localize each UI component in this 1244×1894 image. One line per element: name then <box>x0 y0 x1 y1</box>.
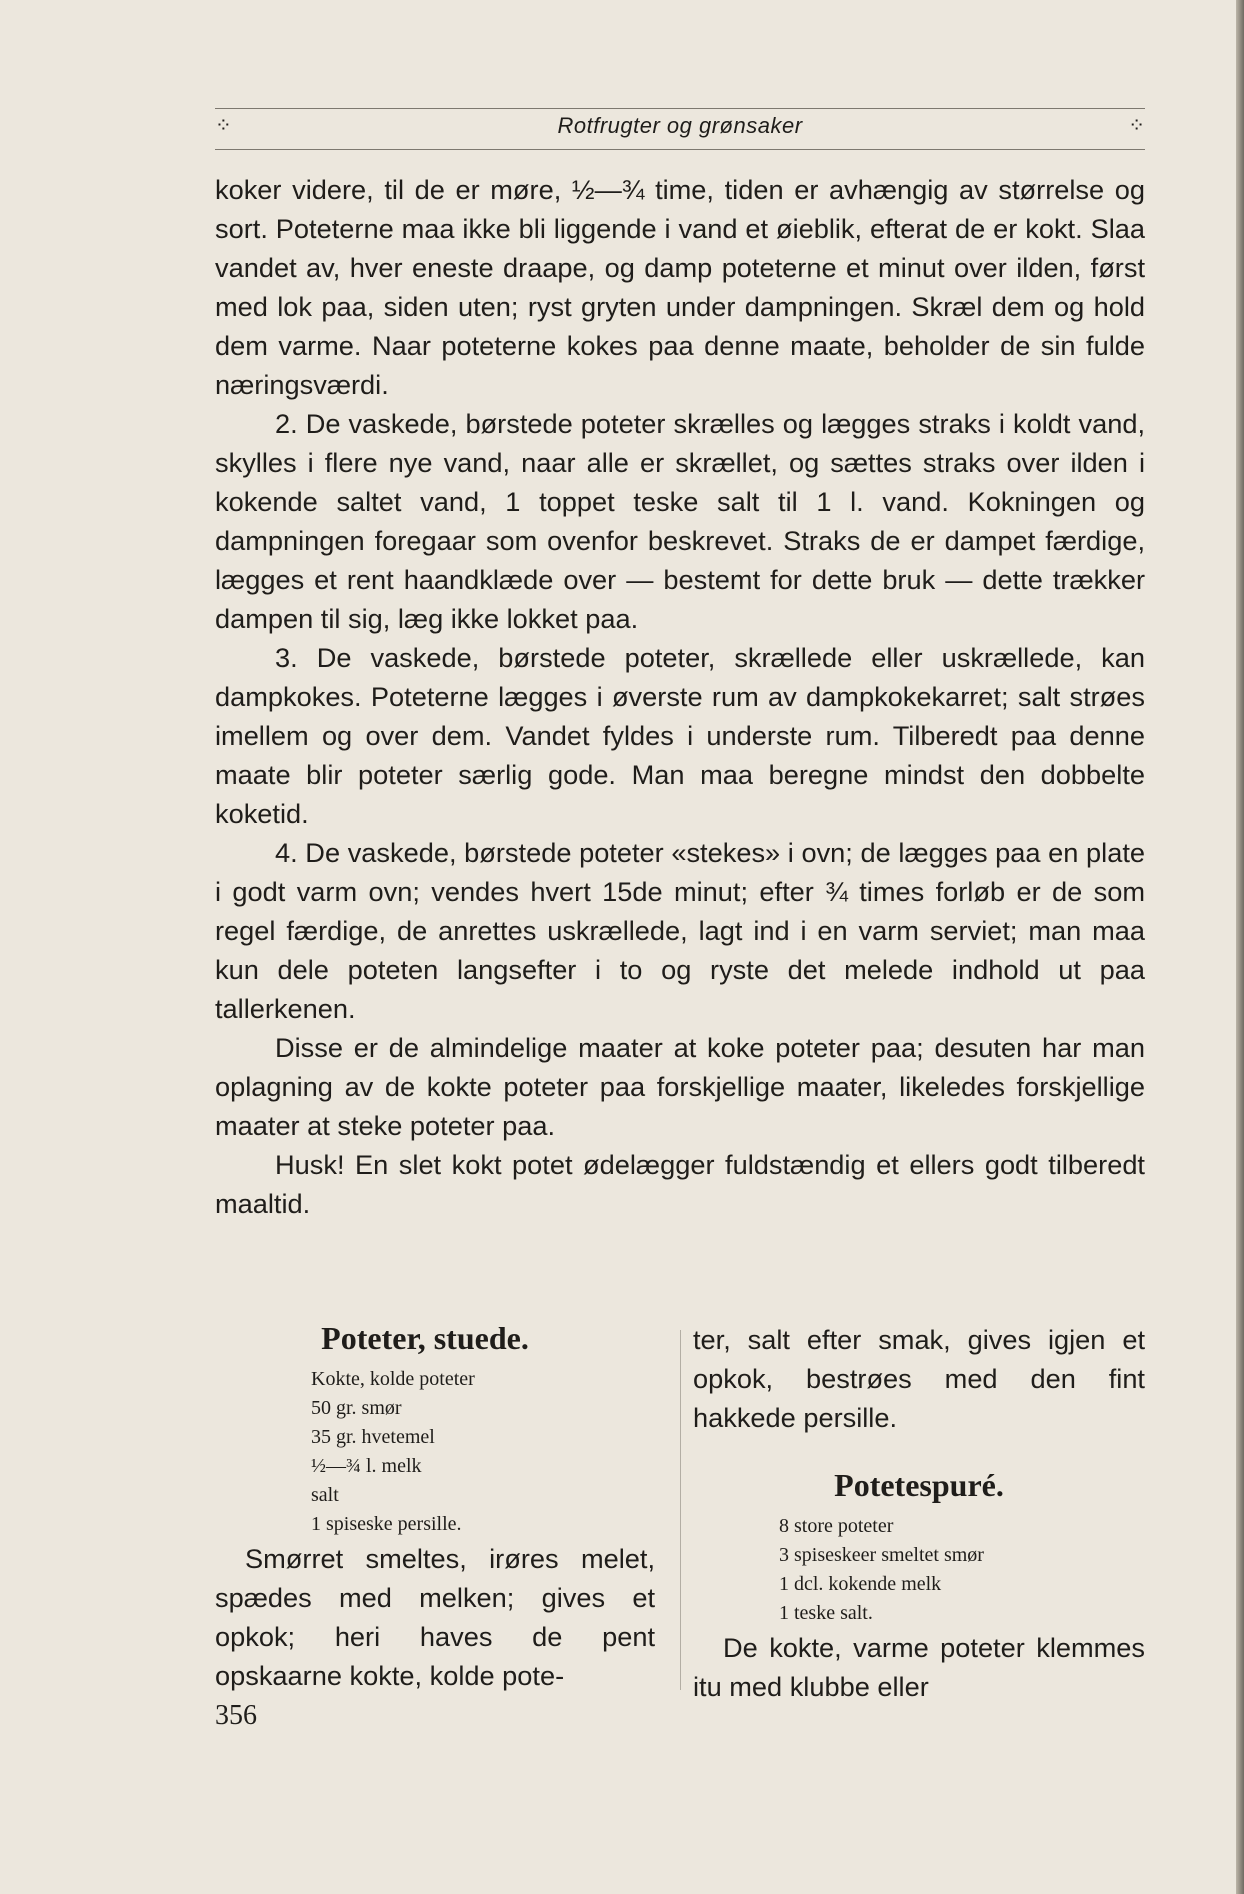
ornament-left-icon: ⁘ <box>215 113 232 137</box>
ingredient: ½—¾ l. melk <box>311 1455 422 1477</box>
recipe-continuation: ter, salt efter smak, gives igjen et opkok, bestrøes med den fint hakkede persille. <box>693 1324 1145 1433</box>
ingredient: salt <box>311 1484 339 1506</box>
ingredient: 1 teske salt. <box>779 1602 873 1624</box>
paragraph: 4. De vaskede, børstede poteter «stekes» i ovn; de lægges paa en plate i godt varm ovn; vendes hvert 15de minut; efter ¾ times forløb er de som regel færdige, de anrettes uskrællede, lagt ind i en varm serviet; man maa kun dele poteten langsefter i to og ryste det melede indhold ut paa tallerkenen. <box>215 837 1145 1024</box>
ingredient: 1 spiseske persille. <box>311 1513 462 1535</box>
ingredient: 3 spiseskeer smeltet smør <box>779 1544 984 1566</box>
ingredient: 35 gr. hvetemel <box>311 1426 435 1448</box>
column-divider <box>680 1330 681 1690</box>
ingredient-list <box>215 1365 655 1539</box>
paragraph: 3. De vaskede, børstede poteter, skrællede eller uskrællede, kan dampkokes. Poteterne lægges i øverste rum av dampkokekarret; salt strøes imellem og over dem. Vandet fyldes i underste rum. Tilberedt paa denne maate blir poteter særlig gode. Man maa beregne mindst den dobbelte koketid. <box>215 642 1145 829</box>
paragraph: Husk! En slet kokt potet ødelægger fuldstændig et ellers godt tilberedt maaltid. <box>215 1149 1145 1219</box>
page-edge <box>1236 0 1244 1894</box>
ingredient-list <box>693 1512 1145 1628</box>
recipe-title: Potetespuré. <box>834 1467 1004 1503</box>
header-title: Rotfrugter og grønsaker <box>557 113 803 138</box>
page-number: 356 <box>215 1700 257 1731</box>
paragraph: Disse er de almindelige maater at koke poteter paa; desuten har man oplagning av de kokte poteter paa forskjellige maater, likeledes forskjellige maater at steke poteter paa. <box>215 1032 1145 1141</box>
main-text <box>215 170 1145 1223</box>
recipe-title: Poteter, stuede. <box>321 1320 529 1356</box>
ornament-right-icon: ⁘ <box>1128 113 1145 137</box>
ingredient: 50 gr. smør <box>311 1397 402 1419</box>
running-header <box>215 108 1145 150</box>
paragraph: koker videre, til de er møre, ½—¾ time, tiden er avhængig av størrelse og sort. Poteterne maa ikke bli liggende i vand et øieblik, efterat de er kokt. Slaa vandet av, hver eneste draape, og damp poteterne et minut over ilden, først med lok paa, siden uten; ryst gryten under dampningen. Skræl dem og hold dem varme. Naar poteterne kokes paa denne maate, beholder de sin fulde næringsværdi. <box>215 174 1145 400</box>
ingredient: 8 store poteter <box>779 1515 894 1537</box>
ingredient: Kokte, kolde poteter <box>311 1368 475 1390</box>
ingredient: 1 dcl. kokende melk <box>779 1573 942 1595</box>
recipe-instructions: Smørret smeltes, irøres melet, spædes med melken; gives et opkok; heri haves de pent opskaarne kokte, kolde pote- <box>215 1543 655 1691</box>
paragraph: 2. De vaskede, børstede poteter skrælles og lægges straks i koldt vand, skylles i flere nye vand, naar alle er skrællet, og sættes straks over ilden i kokende saltet vand, 1 toppet teske salt til 1 l. vand. Kokningen og dampningen foregaar som ovenfor beskrevet. Straks de er dampet færdige, lægges et rent haandklæde over — bestemt for dette bruk — dette trækker dampen til sig, læg ikke lokket paa. <box>215 408 1145 634</box>
recipe-instructions: De kokte, varme poteter klemmes itu med klubbe eller <box>693 1632 1145 1702</box>
recipe-column-right <box>693 1320 1145 1706</box>
recipe-column-left <box>215 1320 655 1695</box>
